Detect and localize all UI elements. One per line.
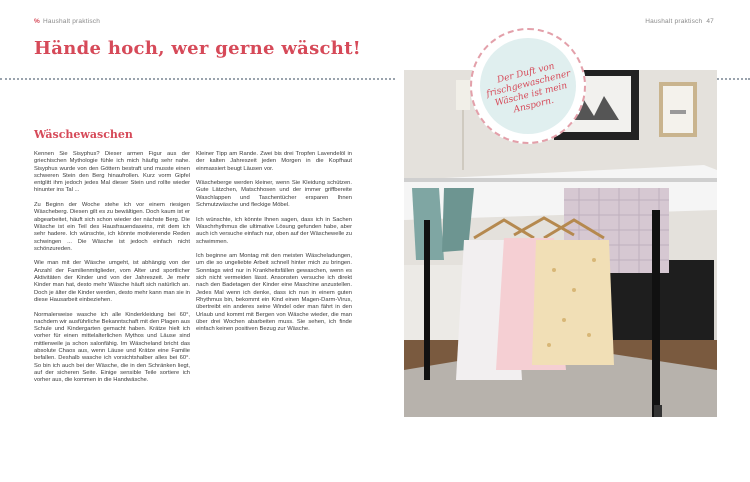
badge-quote-text: Der Duft von frischgewaschener Wäsche ist mein Ansporn. xyxy=(485,61,572,116)
paragraph: Ich beginne am Montag mit den meisten Wäscheladungen, um die so ungeliebte Arbeit schnell hinter mich zu bringen. Sonntags wird nur in Krankheitsfällen gewaschen, wenn es sich nicht vermeiden lässt. Ansonsten versuche ich direkt nach den Badetagen der Kinder eine Maschine anzustellen. Jedes Mal wenn ich denke, dass ich nun in einem guten Rhythmus bin, bekommt ein Kind einen Magen-Darm-Virus, übertreibt ein anderes seine Windel oder man fährt in den Urlaub und kommt mit Bergen von Wäsche wieder, die man über drei Wochen abarbeiten muss. Sie sehen, ich finde einfach keinen positiven Bezug zur Wäsche. xyxy=(196,253,352,333)
text-column-left xyxy=(34,151,190,392)
page-number: 47 xyxy=(706,18,714,25)
paragraph: Wäscheberge werden kleiner, wenn Sie Kleidung schützen. Gute Lätzchen, Matschhosen und der immer griffbereite Waschlappen und Taschentücher ersparen Ihnen Schmutzwäsche und fleckige Möbel. xyxy=(196,180,352,209)
section-heading: Wäschewaschen xyxy=(34,128,133,141)
paragraph: Wie man mit der Wäsche umgeht, ist abhängig von der Anzahl der Familienmitglieder, vom Alter und sportlicher Aktivitäten der Kinder und von der Jahreszeit. Je mehr Kinder man hat, desto mehr Wäsche häuft sich natürlich an. Doch je älter die Kinder werden, desto mehr kann man sie in diese Hausarbeit einbeziehen. xyxy=(34,260,190,303)
percent-icon: % xyxy=(34,18,40,25)
quote-badge xyxy=(470,28,586,144)
text-column-right xyxy=(196,151,352,341)
dotted-divider-left xyxy=(0,78,395,80)
paragraph: Zu Beginn der Woche stehe ich vor einem riesigen Wäscheberg. Diesen gilt es zu bewältigen. Doch kaum ist er abgearbeitet, häuft sich schon wieder der nächste Berg. Die Wäsche ist ein Teil des Hausfrauendaseins, mit dem ich sehr hadere. Ich wünschte, ich könnte motivierende Reden schwingen ... Die Wäsche ist jedoch einfach nicht schönzureden. xyxy=(34,202,190,252)
paragraph: Normalerweise wasche ich alle Kinderkleidung bei 60°, nachdem wir ausführliche Bekanntschaft mit den Plagen aus Schule und Kindergarten gemacht haben. Krätze hielt ich vorher für einen mittelalterlichen Mythos und Läuse sind mittlerweile ja schon salonfähig. Im Wäscheland bricht das absolute Chaos aus, wenn Läuse und Krätze eine Familie befallen. Deshalb wasche ich vorsichtshalber alles bei 60°. So bin ich auch bei der Wäsche, die in den Schränken liegt, auf der sicheren Seite. Einige sensible Teile sortiere ich vorher aus, die kommen in die Handwäsche. xyxy=(34,311,190,384)
running-header-left xyxy=(34,18,100,25)
running-header-right-text: Haushalt praktisch xyxy=(645,18,703,25)
paragraph: Kennen Sie Sisyphus? Dieser armen Figur aus der griechischen Mythologie fühle ich mich häufig sehr nahe. Sisyphus wurde von den Göttern bestraft und musste einen schweren Stein den Berg hinaufrollen. Kurz vorm Gipfel entglitt ihm jedoch jedes Mal dieser Stein und rollte wieder hinunter ins Tal ... xyxy=(34,151,190,194)
page-title: Hände hoch, wer gerne wäscht! xyxy=(34,38,362,59)
running-header-right xyxy=(645,18,714,25)
paragraph: Kleiner Tipp am Rande. Zwei bis drei Tropfen Lavendelöl in der kalten Jahreszeit jeden Morgen in die Kopfhaut einmassiert beugt Läusen vor. xyxy=(196,151,352,172)
paragraph: Ich wünschte, ich könnte Ihnen sagen, dass ich in Sachen Waschrhythmus die ultimative Lösung gefunden habe, aber auch ich versuche einfach nur, oben auf der Wäschewelle zu schwimmen. xyxy=(196,216,352,245)
running-header-left-text: Haushalt praktisch xyxy=(42,18,101,25)
